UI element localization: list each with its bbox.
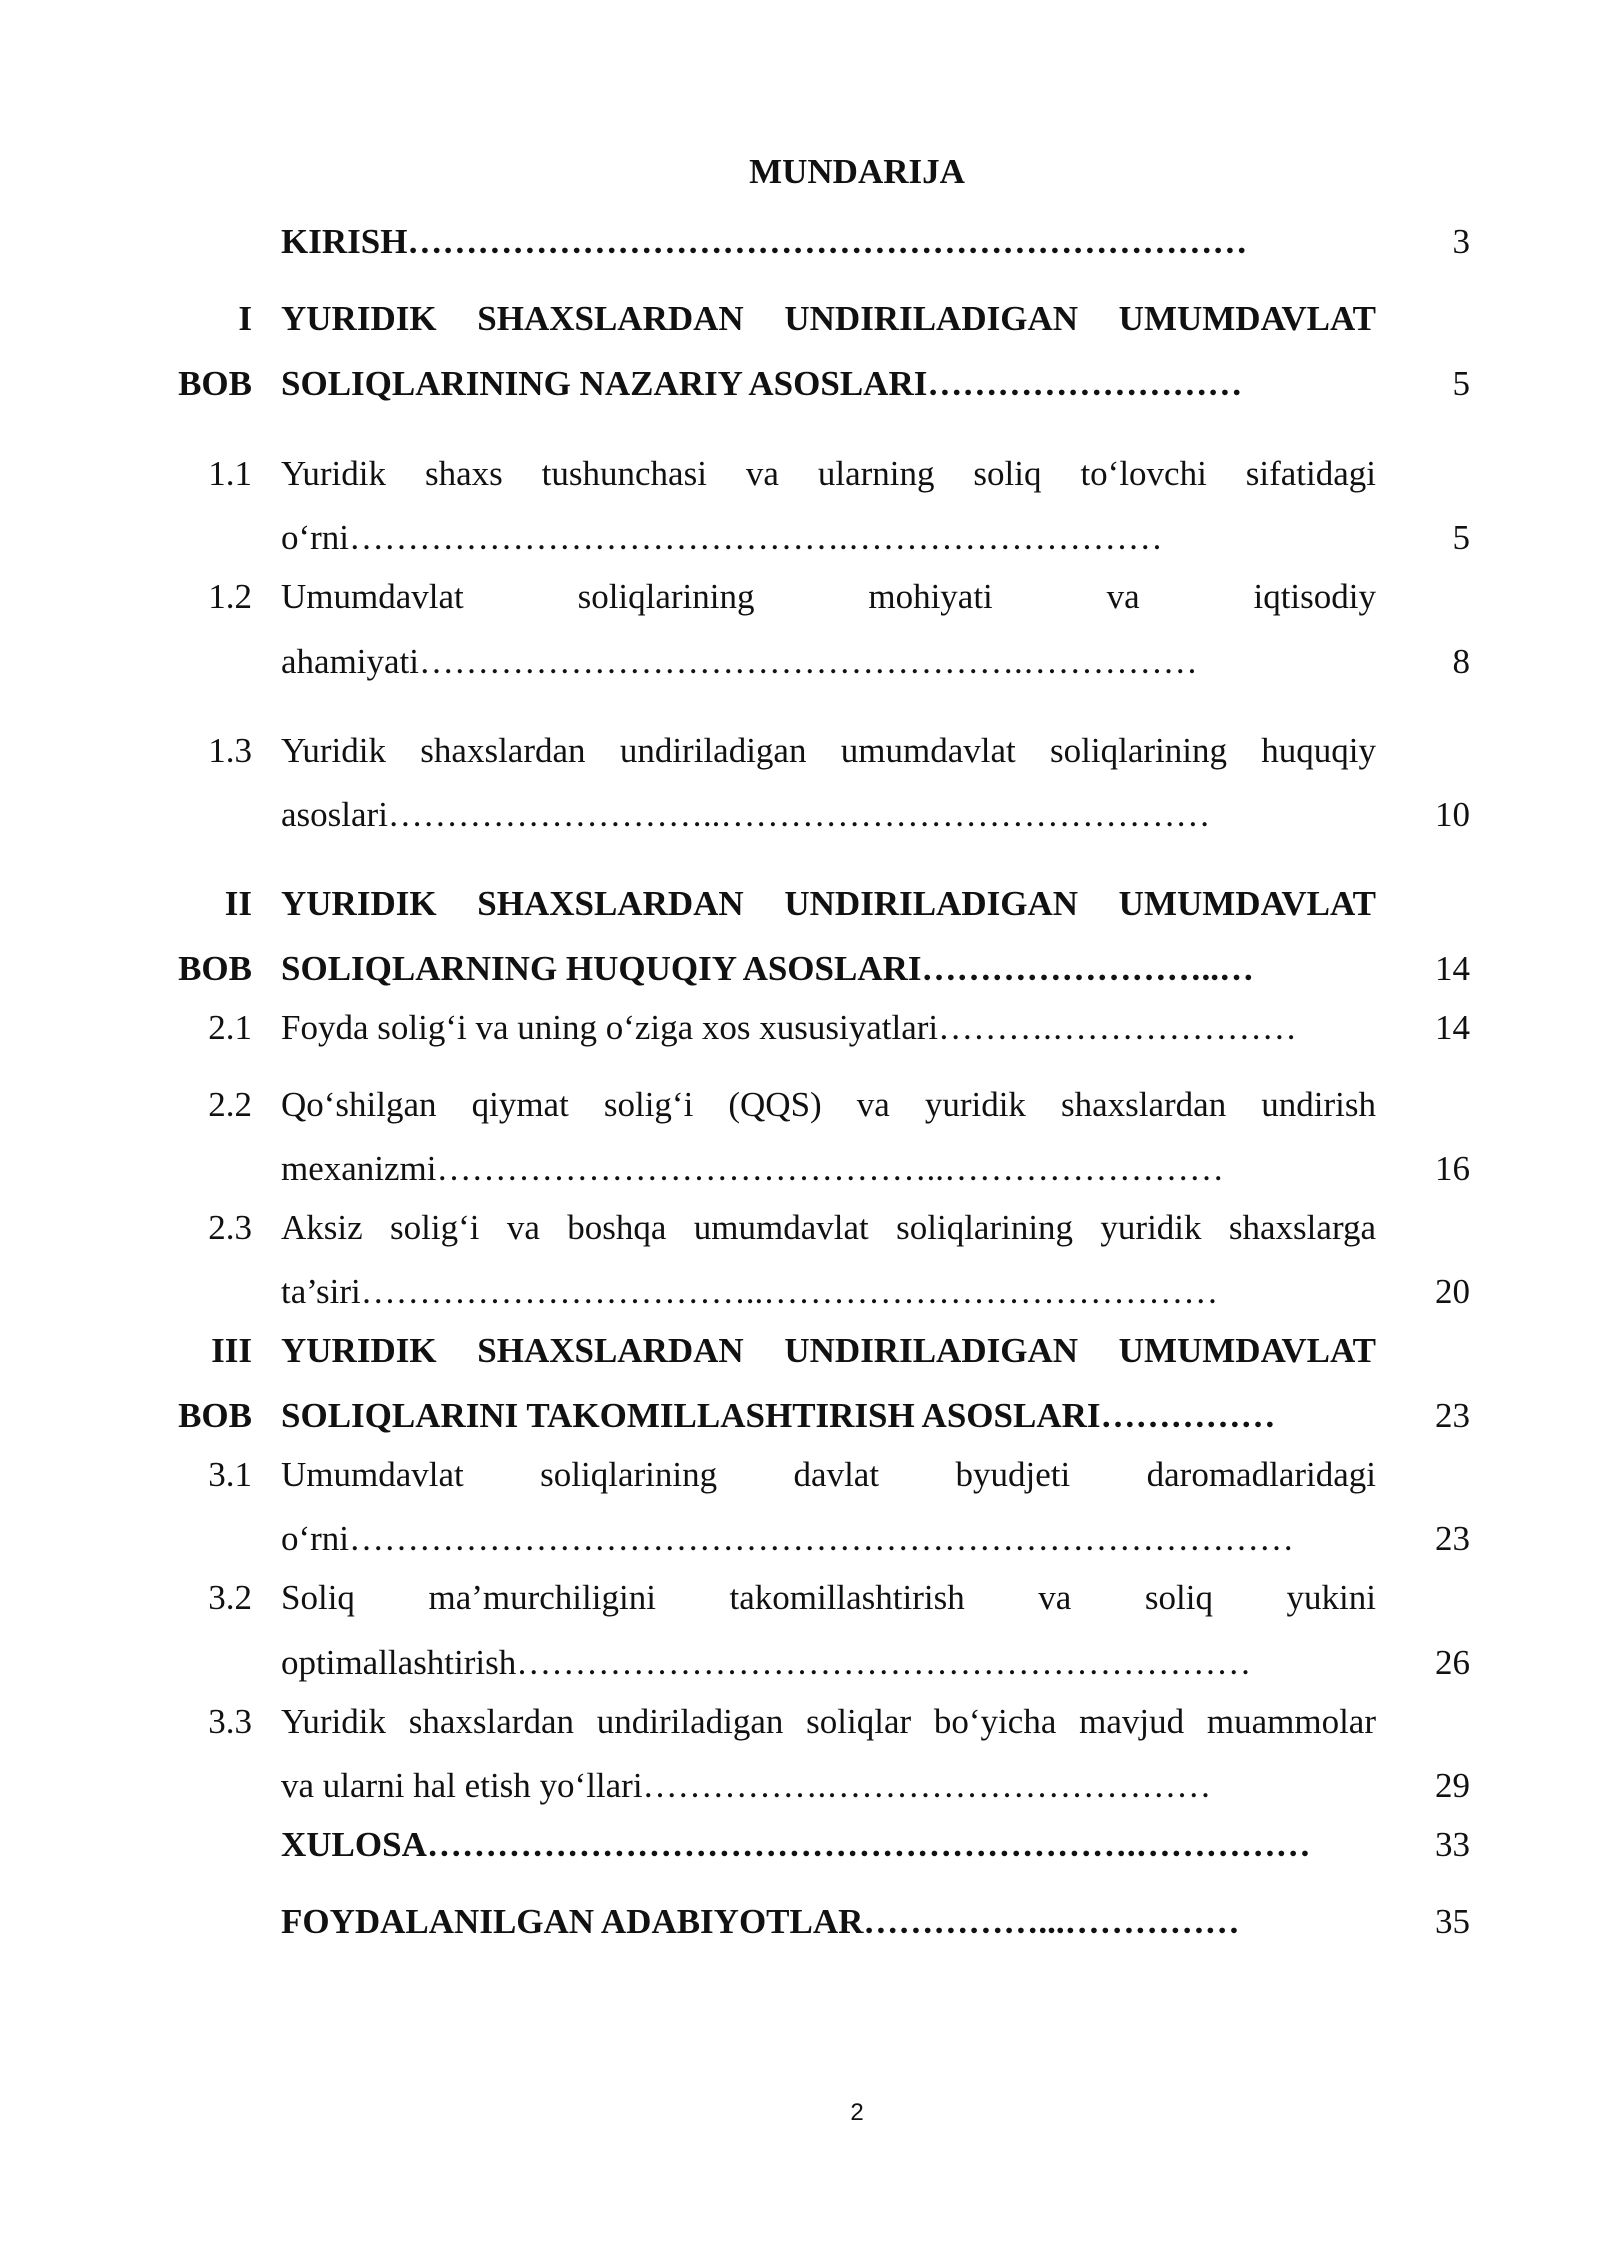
toc-section-title: ahamiyati…………………………………………….……………: [281, 642, 1198, 681]
toc-section-3-3-line1[interactable]: [0, 1698, 1600, 1746]
toc-page-number: 26: [1435, 1643, 1470, 1682]
toc-chapter-3-line1[interactable]: [0, 1327, 1600, 1375]
toc-chapter-title: SOLIQLARINI TAKOMILLASHTIRISH ASOSLARI……………: [281, 1396, 1276, 1435]
toc-page-number: 5: [1452, 364, 1470, 403]
toc-section-title: o‘rni………………………………………………………………………: [281, 1519, 1295, 1558]
toc-chapter-title: SOLIQLARNING HUQUQIY ASOSLARI……………………..…: [281, 949, 1255, 988]
page-title: MUNDARIJA: [749, 152, 965, 191]
toc-section-title: Aksiz solig‘i va boshqa umumdavlat soliqlarining yuridik shaxslarga: [281, 1208, 1376, 1247]
toc-section-1-3-line1[interactable]: [0, 727, 1600, 775]
toc-section-title: Umumdavlat soliqlarining mohiyati va iqtisodiy: [281, 577, 1376, 616]
section-number: 1.1: [208, 454, 252, 493]
toc-section-title: Yuridik shaxslardan undiriladigan umumdavlat soliqlarining huquqiy: [281, 731, 1376, 770]
toc-chapter-title: YURIDIK SHAXSLARDAN UNDIRILADIGAN UMUMDAVLAT: [281, 299, 1376, 338]
chapter-label: BOB: [178, 364, 252, 403]
toc-section-1-3-line2[interactable]: [0, 791, 1600, 839]
toc-section-title: asoslari………………………..……………………………………: [281, 795, 1211, 834]
toc-chapter-title: YURIDIK SHAXSLARDAN UNDIRILADIGAN UMUMDAVLAT: [281, 884, 1376, 923]
toc-section-title: ta’siri……………………………..…………………………………: [281, 1272, 1219, 1311]
toc-page-number: 16: [1435, 1149, 1470, 1188]
toc-section-title: va ularni hal etish yo‘llari…………….……………………………: [281, 1766, 1212, 1805]
toc-entry-title: FOYDALANILGAN ADABIYOTLAR……………...……………: [281, 1902, 1240, 1941]
toc-section-2-3-line2[interactable]: [0, 1268, 1600, 1316]
toc-section-title: Qo‘shilgan qiymat solig‘i (QQS) va yuridik shaxslardan undirish: [281, 1085, 1376, 1124]
section-number: 2.3: [208, 1208, 252, 1247]
toc-section-title: Umumdavlat soliqlarining davlat byudjeti daromadlaridagi: [281, 1455, 1376, 1494]
toc-section-3-2-line2[interactable]: [0, 1639, 1600, 1687]
toc-section-3-2-line1[interactable]: [0, 1574, 1600, 1622]
toc-chapter-2-line1[interactable]: [0, 880, 1600, 928]
chapter-number: III: [211, 1331, 252, 1370]
toc-page-number: 10: [1435, 795, 1470, 834]
page-number: 2: [850, 2099, 864, 2126]
section-number: 3.3: [208, 1702, 252, 1741]
chapter-number: II: [224, 884, 252, 923]
toc-entry-references[interactable]: [0, 1898, 1600, 1946]
toc-section-title: Yuridik shaxs tushunchasi va ularning soliq to‘lovchi sifatidagi: [281, 454, 1376, 493]
toc-section-1-1-line2[interactable]: [0, 514, 1600, 562]
toc-page-number: 23: [1435, 1519, 1470, 1558]
chapter-number: I: [238, 299, 252, 338]
toc-page-number: 5: [1452, 518, 1470, 557]
section-number: 2.2: [208, 1085, 252, 1124]
toc-chapter-2-line2[interactable]: [0, 945, 1600, 993]
toc-page-number: 3: [1452, 222, 1470, 261]
toc-section-3-1-line2[interactable]: [0, 1515, 1600, 1563]
section-number: 2.1: [208, 1008, 252, 1047]
toc-page-number: 35: [1435, 1902, 1470, 1941]
toc-section-title: mexanizmi……………………………………..……………………: [281, 1149, 1225, 1188]
section-number: 1.2: [208, 577, 252, 616]
toc-page-number: 29: [1435, 1766, 1470, 1805]
toc-chapter-1-line1[interactable]: [0, 295, 1600, 343]
section-number: 3.1: [208, 1455, 252, 1494]
chapter-label: BOB: [178, 949, 252, 988]
toc-page-number: 8: [1452, 642, 1470, 681]
toc-section-title: Yuridik shaxslardan undiriladigan soliqlar bo‘yicha mavjud muammolar: [281, 1702, 1376, 1741]
toc-chapter-title: YURIDIK SHAXSLARDAN UNDIRILADIGAN UMUMDAVLAT: [281, 1331, 1376, 1370]
toc-entry-conclusion[interactable]: [0, 1821, 1600, 1869]
toc-chapter-3-line2[interactable]: [0, 1392, 1600, 1440]
chapter-label: BOB: [178, 1396, 252, 1435]
toc-section-2-2-line1[interactable]: [0, 1081, 1600, 1129]
toc-section-2-2-line2[interactable]: [0, 1145, 1600, 1193]
toc-section-title: o‘rni…………………………………….………………………: [281, 518, 1163, 557]
toc-section-2-1[interactable]: [0, 1004, 1600, 1052]
section-number: 3.2: [208, 1578, 252, 1617]
toc-page-number: 14: [1435, 1008, 1470, 1047]
toc-section-1-2-line1[interactable]: [0, 573, 1600, 621]
toc-section-1-1-line1[interactable]: [0, 450, 1600, 498]
toc-page-number: 33: [1435, 1825, 1470, 1864]
toc-entry-intro[interactable]: [0, 218, 1600, 266]
toc-chapter-1-line2[interactable]: [0, 360, 1600, 408]
toc-page-number: 20: [1435, 1272, 1470, 1311]
toc-section-title: Foyda solig‘i va uning o‘ziga xos xususiyatlari……….…………………: [281, 1008, 1297, 1047]
toc-section-title: Soliq ma’murchiligini takomillashtirish va soliq yukini: [281, 1578, 1376, 1617]
toc-page-number: 23: [1435, 1396, 1470, 1435]
toc-section-3-3-line2[interactable]: [0, 1762, 1600, 1810]
toc-chapter-title: SOLIQLARINING NAZARIY ASOSLARI………………………: [281, 364, 1243, 403]
toc-entry-title: KIRISH………………………………………………………………: [281, 222, 1248, 261]
toc-section-1-2-line2[interactable]: [0, 638, 1600, 686]
section-number: 1.3: [208, 731, 252, 770]
toc-page-number: 14: [1435, 949, 1470, 988]
toc-entry-title: XULOSA…………………………………………………….……………: [281, 1825, 1311, 1864]
toc-section-3-1-line1[interactable]: [0, 1451, 1600, 1499]
toc-section-2-3-line1[interactable]: [0, 1204, 1600, 1252]
toc-section-title: optimallashtirish………………………………………………………: [281, 1643, 1252, 1682]
